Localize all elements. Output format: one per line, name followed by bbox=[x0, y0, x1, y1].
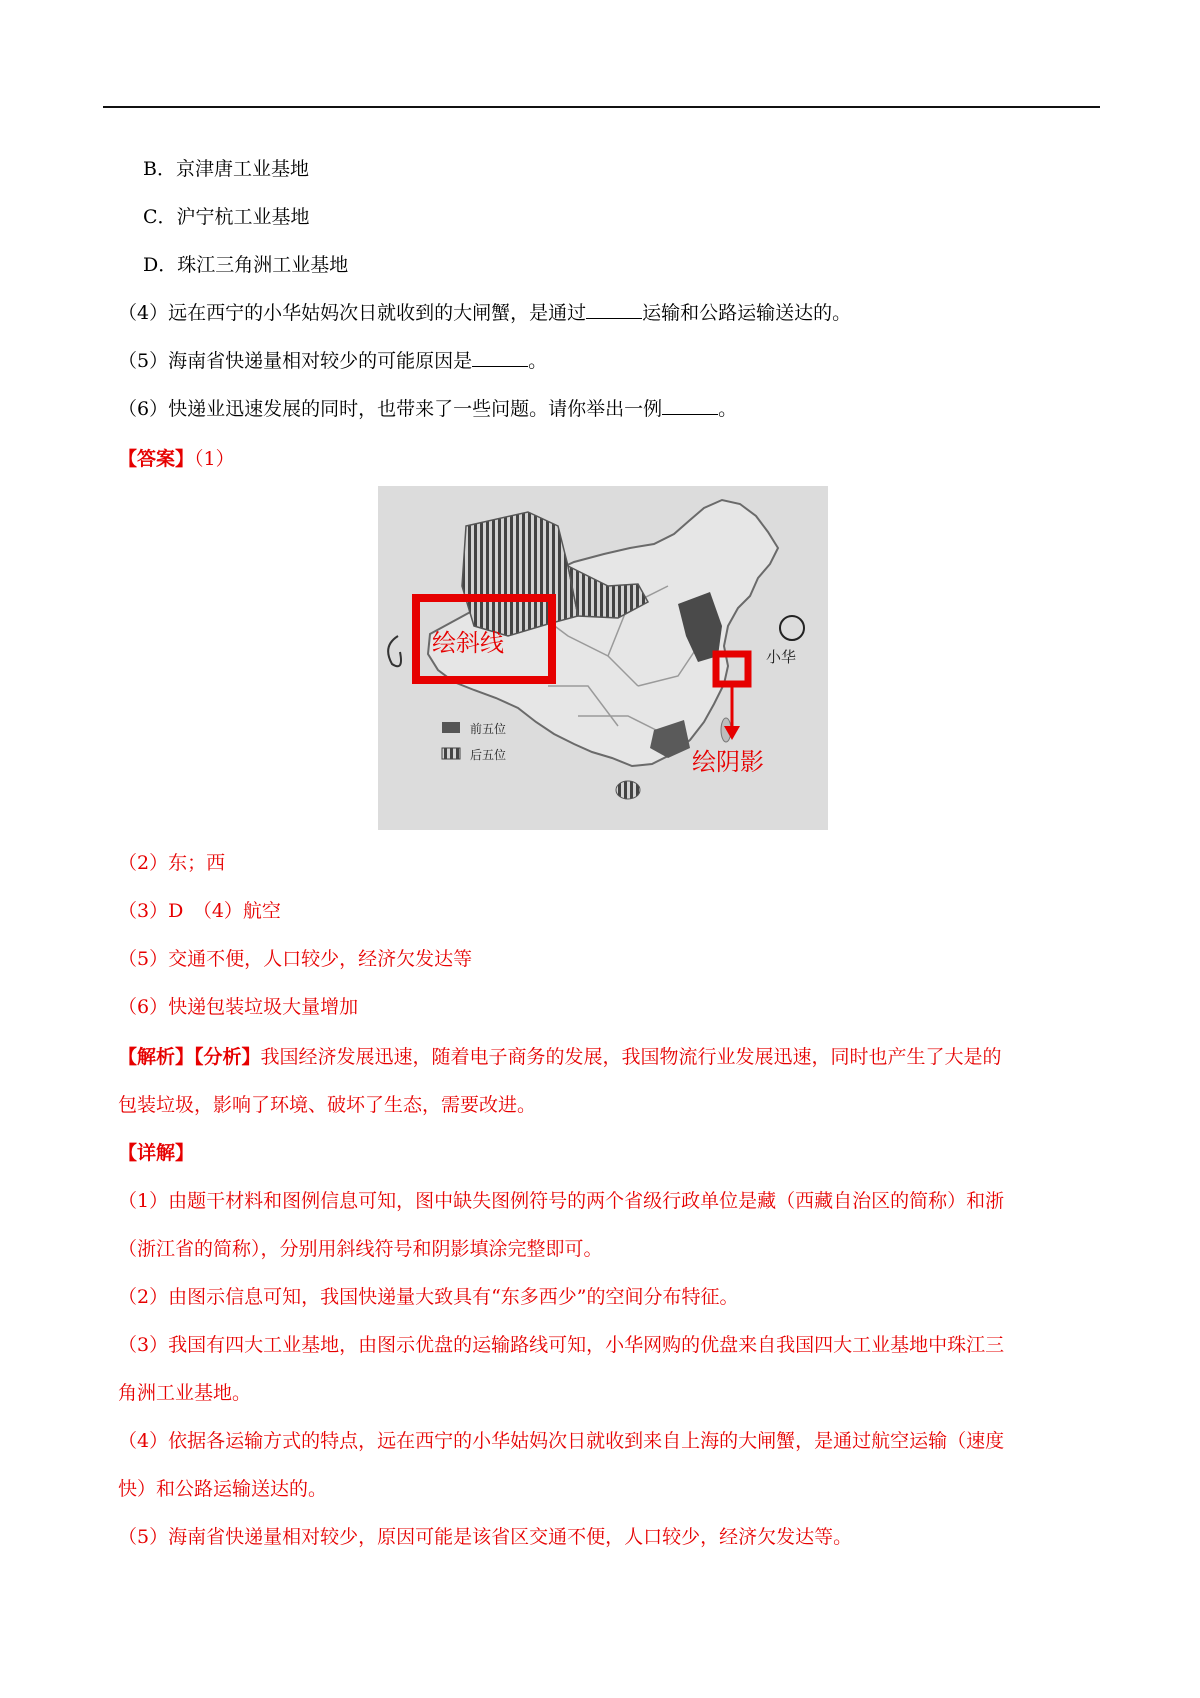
detail-1-line-2: （浙江省的简称），分别用斜线符号和阴影填涂完整即可。 bbox=[118, 1238, 603, 1260]
option-c: C．沪宁杭工业基地 bbox=[143, 206, 310, 228]
answer-part-1: （1） bbox=[194, 448, 235, 470]
question-4-text-end: 运输和公路运输送达的。 bbox=[642, 302, 852, 324]
china-map-figure bbox=[378, 486, 828, 830]
analysis-line-2: 包装垃圾，影响了环境、破坏了生态，需要改进。 bbox=[118, 1094, 537, 1116]
analysis-text-1: 我国经济发展迅速，随着电子商务的发展，我国物流行业发展迅速，同时也产生了大是的 bbox=[260, 1046, 1002, 1068]
detail-5: （5）海南省快递量相对较少，原因可能是该省区交通不便，人口较少，经济欠发达等。 bbox=[118, 1526, 853, 1548]
answer-heading: 【答案】 bbox=[118, 448, 195, 470]
answer-blank[interactable] bbox=[662, 396, 718, 415]
china-map-drawing bbox=[378, 486, 828, 830]
detail-3-line-1: （3）我国有四大工业基地，由图示优盘的运输路线可知，小华网购的优盘来自我国四大工业基地中珠江三 bbox=[118, 1334, 1005, 1356]
question-6 bbox=[118, 396, 737, 422]
answer-3-4: （3）D （4）航空 bbox=[118, 900, 281, 922]
question-4 bbox=[118, 300, 851, 326]
detail-4-line-1: （4）依据各运输方式的特点，远在西宁的小华姑妈次日就收到来自上海的大闸蟹，是通过航空运输（速度 bbox=[118, 1430, 1005, 1452]
answer-5: （5）交通不便，人口较少，经济欠发达等 bbox=[118, 948, 473, 970]
detail-1-line-1: （1）由题干材料和图例信息可知，图中缺失图例符号的两个省级行政单位是藏（西藏自治区的简称）和浙 bbox=[118, 1190, 1005, 1212]
answer-heading-line bbox=[118, 446, 235, 472]
legend-swatch-bottom bbox=[442, 748, 460, 759]
answer-blank[interactable] bbox=[472, 348, 528, 367]
answer-6: （6）快递包装垃圾大量增加 bbox=[118, 996, 359, 1018]
question-6-text-end: 。 bbox=[718, 398, 738, 420]
legend-text-bottom: 后五位 bbox=[470, 748, 507, 762]
answer-2: （2）东；西 bbox=[118, 852, 226, 874]
option-d: D．珠江三角洲工业基地 bbox=[143, 254, 349, 276]
analysis-line-1 bbox=[118, 1044, 1002, 1070]
person-label: 小华 bbox=[766, 648, 797, 666]
option-b: B．京津唐工业基地 bbox=[143, 158, 309, 180]
legend-swatch-top bbox=[442, 722, 460, 733]
header-rule bbox=[103, 106, 1100, 108]
question-5-text: （5）海南省快递量相对较少的可能原因是 bbox=[118, 350, 473, 372]
question-5-text-end: 。 bbox=[528, 350, 548, 372]
analysis-heading: 【解析】【分析】 bbox=[118, 1046, 261, 1068]
question-4-text: （4）远在西宁的小华姑妈次日就收到的大闸蟹，是通过 bbox=[118, 302, 587, 324]
answer-blank[interactable] bbox=[586, 300, 642, 319]
hainan-island bbox=[616, 781, 640, 799]
detail-heading: 【详解】 bbox=[118, 1142, 195, 1164]
question-5 bbox=[118, 348, 547, 374]
hatch-label: 绘斜线 bbox=[432, 629, 504, 657]
detail-2: （2）由图示信息可知，我国快递量大致具有“东多西少”的空间分布特征。 bbox=[118, 1286, 739, 1308]
legend-text-top: 前五位 bbox=[470, 722, 507, 736]
shade-label: 绘阴影 bbox=[692, 748, 764, 776]
question-6-text: （6）快递业迅速发展的同时，也带来了一些问题。请你举出一例 bbox=[118, 398, 663, 420]
detail-4-line-2: 快）和公路运输送达的。 bbox=[118, 1478, 328, 1500]
detail-3-line-2: 角洲工业基地。 bbox=[118, 1382, 252, 1404]
